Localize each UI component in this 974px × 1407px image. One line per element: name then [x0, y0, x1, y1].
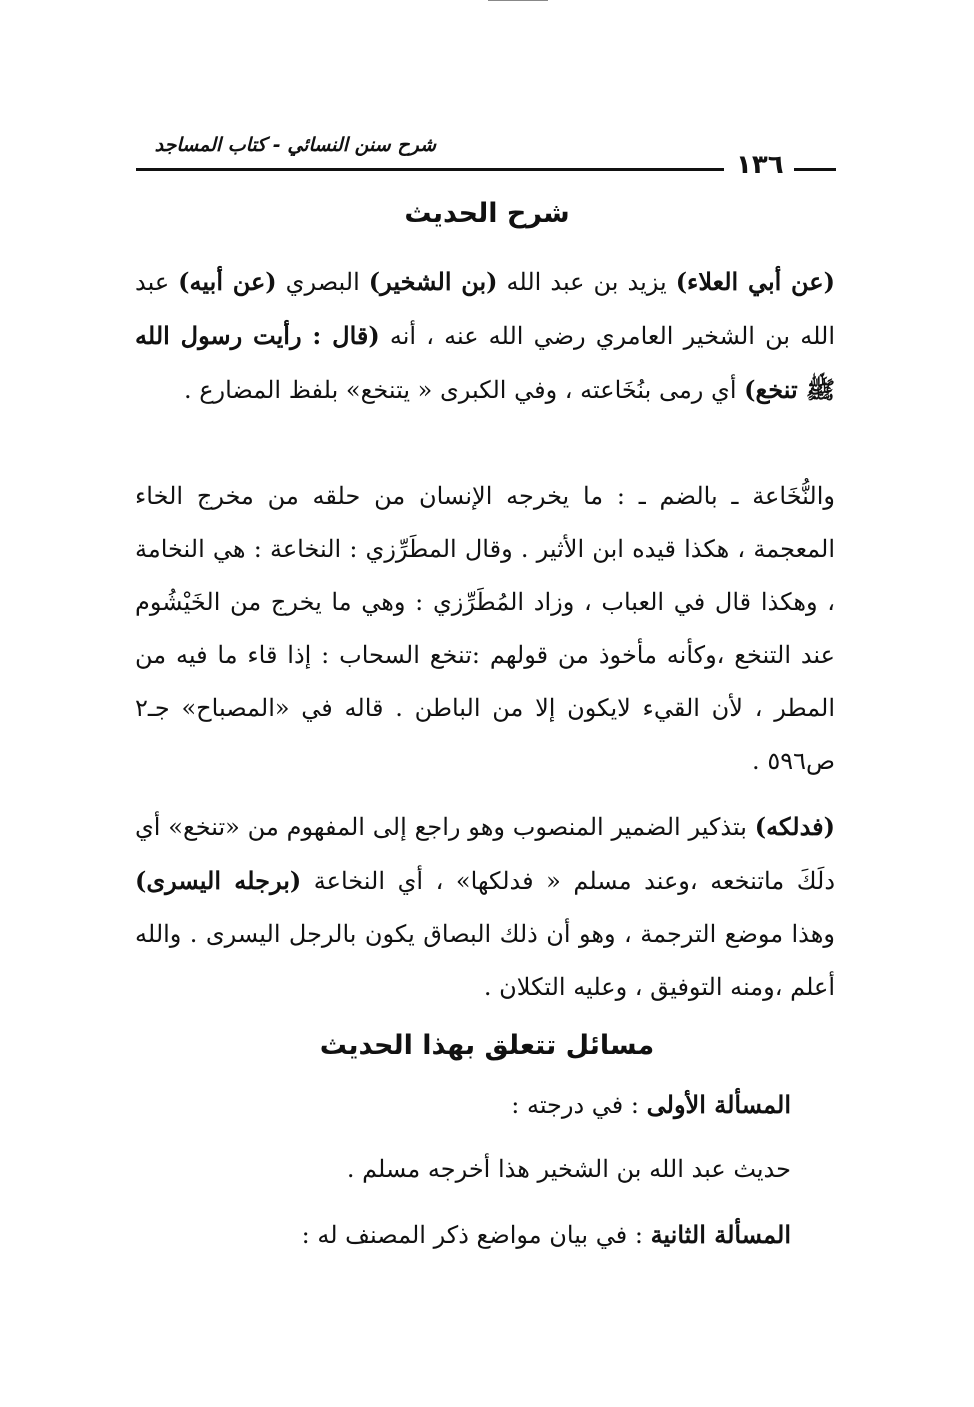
issue-text: : في درجته : [511, 1091, 647, 1119]
text-run: البصري [276, 268, 369, 296]
header-rule [136, 168, 724, 171]
issue-first-body: حديث عبد الله بن الشخير هذا أخرجه مسلم . [346, 1155, 791, 1183]
paragraph-dalakahu [135, 800, 835, 1014]
page-number: ١٣٦ [736, 150, 784, 180]
paragraph-nukhaa-definition: والنُّخَاعة ـ بالضم ـ : ما يخرجه الإنسان من حلقه من مخرج الخاء المعجمة ، هكذا قيده ابن الأثير . وقال المطَرِّزي : النخاعة : هي النخامة ، وهكذا قال في العباب ، وزاد المُطَرِّزي : وهي ما يخرج من الخَيْشُوم عند التنخع ،وكأنه مأخوذ من قولهم :تنخع السحاب : إذا قاء ما فيه من المطر ، لأن القيء لايكون إلا من الباطن . قاله في «المصباح» جـ٢ ص٥٩٦ . [135, 482, 836, 775]
running-title: شرح سنن النسائي - كتاب المساجد [154, 134, 436, 156]
issue-label: المسألة الأولى [646, 1090, 791, 1119]
issue-first [511, 1090, 791, 1119]
bold-phrase: (عن أبيه) [178, 267, 277, 296]
page-number-dash [794, 168, 836, 171]
section-heading-issues: مسائل تتعلق بهذا الحديث [319, 1030, 655, 1061]
issue-second [302, 1220, 791, 1249]
text-run: وهذا موضع الترجمة ، وهو أن ذلك البصاق يكون بالرجل اليسرى . والله أعلم ،ومنه التوفيق ، وعليه التكلان . [135, 920, 835, 1001]
bold-phrase: (قال : رأيت رسول الله ﷺ تنخع) [135, 321, 835, 404]
issue-text: : في بيان مواضع ذكر المصنف له : [301, 1221, 651, 1249]
bold-phrase: (برجله اليسرى) [135, 866, 302, 895]
text-run: بتذكير الضمير المنصوب وهو راجع إلى المفهوم من «تنخع» أي دلَكَ ماتنخعه ،وعند مسلم « فدلكها» ، أي النخاعة [135, 813, 836, 895]
bold-phrase: (بن الشخير) [368, 267, 498, 296]
page-header [130, 128, 840, 178]
text-run: يزيد بن عبد الله [497, 268, 676, 296]
text-run: أي رمى بنُخَاعته ، وفي الكبرى « يتنخع» بلفظ المضارع . [183, 376, 745, 404]
paragraph-narration [135, 255, 835, 417]
text-run: عبد الله بن الشخير العامري رضي الله عنه ، أنه [135, 268, 835, 350]
section-heading-hadith-explanation: شرح الحديث [404, 198, 570, 229]
top-edge-mark [488, 0, 548, 1]
bold-phrase: (فدلكه) [754, 812, 835, 841]
issue-label: المسألة الثانية [650, 1220, 791, 1249]
bold-phrase: (عن أبي العلاء) [675, 267, 835, 296]
